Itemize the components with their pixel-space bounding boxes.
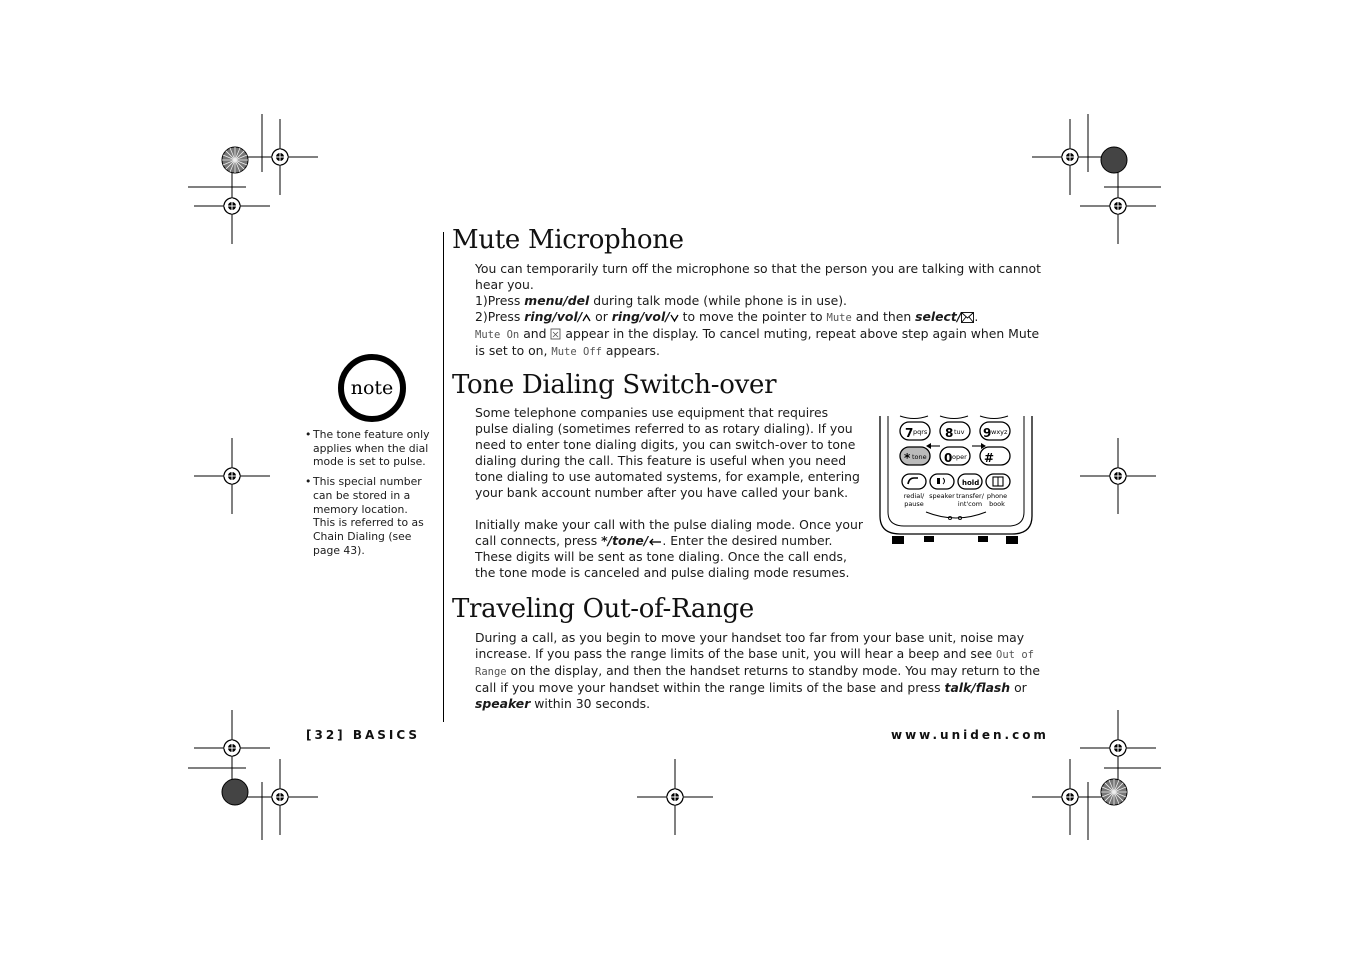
step-text: and	[519, 326, 551, 341]
label-intercom: int'com	[957, 500, 983, 508]
column-divider	[443, 232, 444, 722]
mute-body	[475, 261, 1045, 360]
step-text: during talk mode (while phone is in use).	[589, 293, 847, 308]
step-text: appear in the display. To cancel muting, repeat above step again when Mute is set to on,	[475, 326, 1040, 358]
key-9-letters: wxyz	[991, 428, 1008, 436]
website-url: www.uniden.com	[891, 728, 1049, 742]
note-circle-icon	[336, 352, 408, 424]
step-text: 1)Press	[475, 293, 525, 308]
range-text: within 30 seconds.	[530, 696, 651, 711]
display-mute: Mute	[826, 312, 852, 324]
note-badge	[336, 352, 408, 424]
step-text: 2)Press	[475, 309, 525, 324]
side-notes	[305, 428, 433, 563]
key-8: 8	[945, 426, 954, 440]
step-text: and then	[851, 309, 916, 324]
range-text: or	[1010, 680, 1027, 695]
mute-intro: You can temporarily turn off the microphone so that the person you are talking with cannot hear you.	[475, 261, 1041, 292]
envelope-icon	[961, 312, 974, 323]
tone-text: . Enter the desired number. These digits will be sent as tone dialing. Once the call ends, the tone mode is canceled and pulse dialing mode resumes.	[475, 533, 850, 580]
speaker-icon	[937, 478, 940, 484]
key-9: 9	[983, 426, 992, 440]
key-ring-vol-up: ring/vol/	[524, 309, 583, 324]
tone-para-1: Some telephone companies use equipment that requires pulse dialing (sometimes referred to as rotary dialing). If you need to enter tone dialing digits, you can switch-over to tone dialing during the call. This feature is useful when you need tone dialing to use automated systems, for example, entering your bank account number after you have called your bank.	[475, 405, 860, 500]
mute-display-icon	[550, 328, 561, 340]
caret-down-icon	[670, 313, 679, 323]
key-7-letters: pqrs	[913, 428, 928, 436]
key-select: select/	[915, 309, 962, 324]
label-phone: phone	[986, 492, 1008, 500]
step-text: appears.	[601, 343, 660, 358]
step-text: to move the pointer to	[678, 309, 827, 324]
range-text: During a call, as you begin to move your handset too far from your base unit, noise may increase. If you pass the range limits of the base unit, you will hear a beep and see	[475, 630, 1025, 661]
note-label: note	[350, 377, 394, 399]
display-mute-on: Mute On	[475, 329, 520, 341]
key-8-letters: tuv	[954, 428, 965, 436]
display-out-of-range: Out of Range	[475, 649, 1034, 678]
page-number-section: [32] BASICS	[306, 728, 421, 742]
key-hold: hold	[962, 479, 980, 487]
display-mute-off: Mute Off	[551, 346, 602, 358]
label-transfer: transfer/	[956, 492, 984, 500]
label-speaker: speaker	[929, 492, 955, 500]
step-text: .	[974, 309, 979, 324]
side-note-item: • This special number can be stored in a memory location. This is referred to as Chain Dialing (see page 43).	[305, 475, 433, 557]
key-star-tone: */tone/	[601, 533, 649, 548]
mute-step-3	[475, 326, 1045, 360]
key-speaker: speaker	[475, 696, 531, 711]
arrow-left-icon	[648, 537, 662, 547]
key-talk-flash: talk/flash	[944, 680, 1011, 695]
side-note-item: • The tone feature only applies when the dial mode is set to pulse.	[305, 428, 433, 469]
key-menu-del: menu/del	[524, 293, 590, 308]
key-0: 0	[944, 451, 953, 465]
handset-keypad-illustration	[876, 412, 1036, 548]
tone-para-2	[475, 517, 863, 581]
key-hash: #	[984, 451, 995, 465]
label-book: book	[989, 500, 1005, 508]
key-star: *	[904, 451, 911, 465]
key-7: 7	[905, 426, 914, 440]
label-pause: pause	[904, 500, 924, 508]
key-ring-vol-down: ring/vol/	[611, 309, 670, 324]
section-title-tone: Tone Dialing Switch-over	[452, 370, 777, 400]
range-text: on the display, and then the handset returns to standby mode. You may return to the call if you move your handset within the range limits of the base and press	[475, 663, 1040, 695]
section-title-range: Traveling Out-of-Range	[452, 594, 754, 624]
caret-up-icon	[582, 313, 591, 323]
step-text: or	[591, 309, 612, 324]
range-body	[475, 630, 1045, 712]
key-star-letters: tone	[912, 453, 927, 461]
mute-step-1	[475, 293, 1045, 309]
tone-text: Initially make your call with the pulse dialing mode. Once your call connects, press	[475, 517, 863, 548]
key-0-letters: oper	[952, 453, 967, 461]
label-redial: redial/	[903, 492, 925, 500]
section-title-mute: Mute Microphone	[452, 225, 684, 255]
mute-step-2	[475, 309, 1045, 326]
